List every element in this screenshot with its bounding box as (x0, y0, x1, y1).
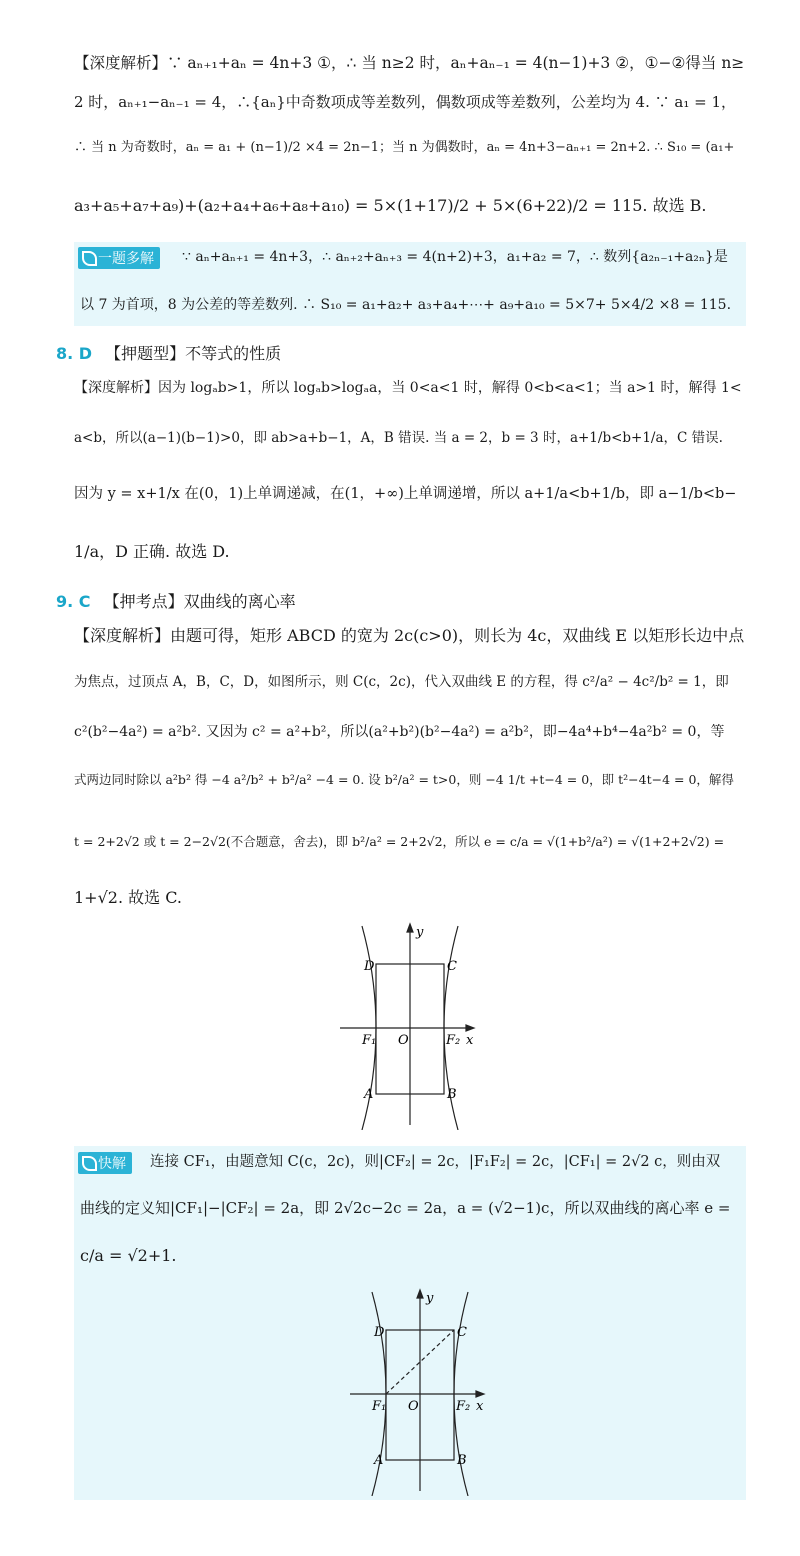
q8-line-1: 【深度解析】因为 logₐb>1，所以 logₐb>logₐa，当 0<a<1 时，解得 0<b<a<1；当 a>1 时，解得 1< (74, 380, 742, 396)
fig1-label-x: x (466, 1033, 474, 1048)
q9-line-5: t = 2+2√2 或 t = 2−2√2(不合题意，舍去)，即 b²/a² = 2+2√2，所以 e = c/a = √(1+b²/a²) = √(1+2+2√2) = (74, 834, 725, 849)
q9-line-2: 为焦点，过顶点 A，B，C，D，如图所示，则 C(c，2c)，代入双曲线 E 的方程，得 c²/a² − 4c²/b² = 1，即 (74, 674, 729, 690)
hyperbola-figure-1 (330, 920, 480, 1130)
hyperbola-figure-2 (340, 1286, 490, 1496)
fig2-label-b: B (457, 1453, 467, 1468)
q9-line-6: 1+√2. 故选 C. (74, 888, 182, 907)
fig2-label-x: x (476, 1399, 484, 1414)
fig2-label-d: D (374, 1325, 385, 1340)
x-axis-arrow (476, 1391, 484, 1397)
fig1-label-b: B (447, 1087, 457, 1102)
q8-line-3: 因为 y = x+1/x 在(0，1)上单调递减，在(1，+∞)上单调递增，所以 a+1/a<b+1/b，即 a−1/b<b− (74, 486, 737, 502)
q9-tip-label: 快解 (78, 1152, 132, 1174)
q7-tip-label: 一题多解 (78, 247, 160, 269)
q7-tip-line-1: ∵ aₙ+aₙ₊₁ = 4n+3，∴ aₙ₊₂+aₙ₊₃ = 4(n+2)+3，a₁+a₂ = 7，∴ 数列{a₂ₙ₋₁+a₂ₙ}是 (182, 249, 728, 265)
q9-tip-box (74, 1146, 746, 1500)
q9-line-4: 式两边同时除以 a²b² 得 −4 a²/b² + b²/a² −4 = 0. 设 b²/a² = t>0，则 −4 1/t +t−4 = 0，即 t²−4t−4 = 0，解得 (74, 772, 734, 787)
fig1-label-y: y (416, 925, 424, 940)
y-axis-arrow (417, 1290, 423, 1298)
q9-tip-line-3: c/a = √2+1. (80, 1246, 177, 1265)
q9-line-1: 【深度解析】由题可得，矩形 ABCD 的宽为 2c(c>0)，则长为 4c，双曲线 E 以矩形长边中点 (74, 626, 745, 645)
q8-answer-badge: 8. D (56, 344, 93, 363)
q8-header-tag: 【押题型】不等式的性质 (105, 344, 282, 363)
q7-line-2: 2 时，aₙ₊₁−aₙ₋₁ = 4，∴{aₙ}中奇数项成等差数列，偶数项成等差数列，公差均为 4. ∵ a₁ = 1， (74, 93, 736, 111)
fig2-label-f2: F₂ (456, 1399, 471, 1414)
q7-line-1: 【深度解析】∵ aₙ₊₁+aₙ = 4n+3 ①，∴ 当 n≥2 时，aₙ+aₙ₋₁ = 4(n−1)+3 ②，①−②得当 n≥ (74, 54, 745, 72)
fig1-label-d: D (364, 959, 375, 974)
y-axis-arrow (407, 924, 413, 932)
fig2-label-a: A (374, 1453, 384, 1468)
fig1-label-c: C (447, 959, 457, 974)
fig2-label-y: y (426, 1291, 434, 1306)
fig2-label-c: C (457, 1325, 467, 1340)
q9-header (56, 592, 296, 612)
fig1-label-a: A (364, 1087, 374, 1102)
q9-header-tag: 【押考点】双曲线的离心率 (103, 592, 296, 611)
fig1-label-o: O (398, 1033, 409, 1048)
fig2-label-f1: F₁ (372, 1399, 387, 1414)
q7-line-4: a₃+a₅+a₇+a₉)+(a₂+a₄+a₆+a₈+a₁₀) = 5×(1+17)/2 + 5×(6+22)/2 = 115. 故选 B. (74, 196, 707, 215)
q8-line-4: 1/a，D 正确. 故选 D. (74, 542, 230, 561)
q9-tip-line-2: 曲线的定义知|CF₁|−|CF₂| = 2a，即 2√2c−2c = 2a，a = (√2−1)c，所以双曲线的离心率 e = (80, 1199, 731, 1217)
q7-tip-box (74, 242, 746, 326)
fig2-label-o: O (408, 1399, 419, 1414)
fig1-label-f1: F₁ (362, 1033, 377, 1048)
q7-tip-line-2: 以 7 为首项，8 为公差的等差数列. ∴ S₁₀ = a₁+a₂+ a₃+a₄+⋯+ a₉+a₁₀ = 5×7+ 5×4/2 ×8 = 115. (80, 297, 732, 313)
x-axis-arrow (466, 1025, 474, 1031)
q8-header (56, 344, 281, 364)
q7-line-3: ∴ 当 n 为奇数时，aₙ = a₁ + (n−1)/2 ×4 = 2n−1；当 n 为偶数时，aₙ = 4n+3−aₙ₊₁ = 2n+2. ∴ S₁₀ = (a₁+ (74, 140, 735, 155)
q9-line-3: c²(b²−4a²) = a²b². 又因为 c² = a²+b²，所以(a²+b²)(b²−4a²) = a²b²，即−4a⁴+b⁴−4a²b² = 0，等 (74, 724, 725, 740)
q8-line-2: a<b，所以(a−1)(b−1)>0，即 ab>a+b−1，A，B 错误. 当 a = 2，b = 3 时，a+1/b<b+1/a，C 错误. (74, 430, 723, 446)
fig1-label-f2: F₂ (446, 1033, 461, 1048)
q9-answer-badge: 9. C (56, 592, 91, 611)
q9-tip-line-1: 连接 CF₁，由题意知 C(c，2c)，则|CF₂| = 2c，|F₁F₂| = 2c，|CF₁| = 2√2 c，则由双 (150, 1154, 721, 1170)
